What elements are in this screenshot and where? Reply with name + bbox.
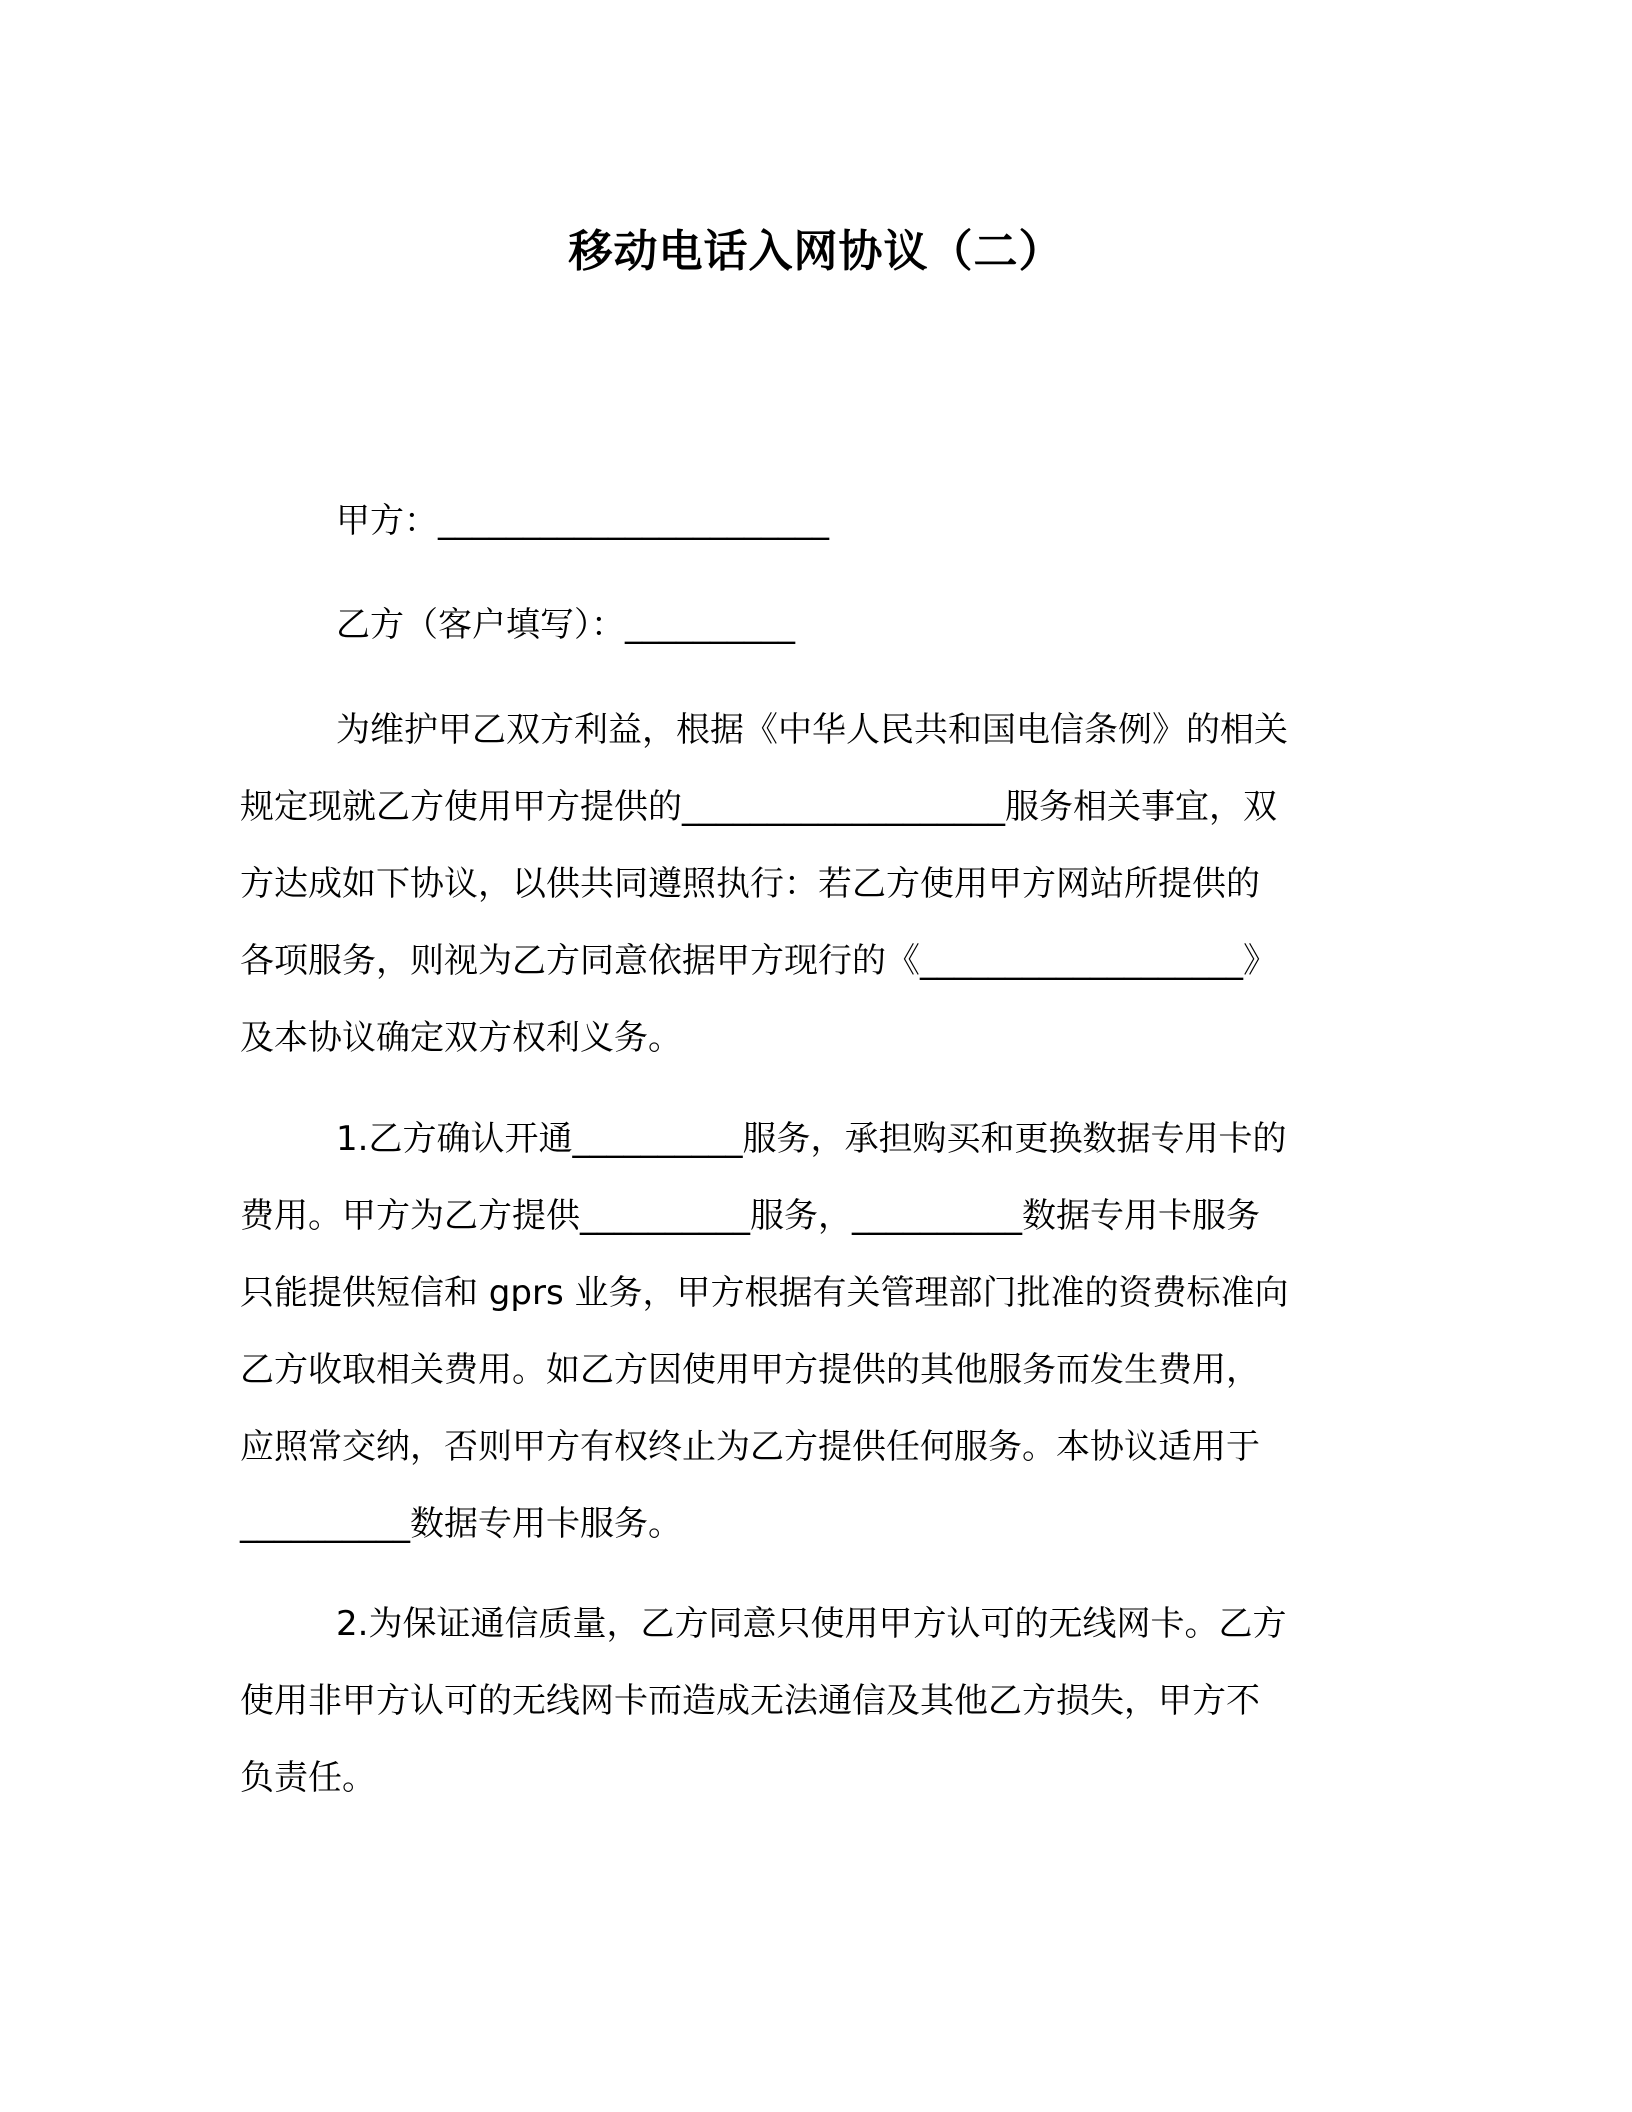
paragraph-line: 费用。甲方为乙方提供__________服务，__________数据专用卡服务 <box>240 1196 1260 1236</box>
paragraph-clause-2 <box>240 1586 1380 1817</box>
paragraph-line: 应照常交纳，否则甲方有权终止为乙方提供任何服务。本协议适用于 <box>240 1427 1260 1467</box>
paragraph-clause-1 <box>240 1101 1380 1563</box>
paragraph-line: __________数据专用卡服务。 <box>240 1504 682 1544</box>
party-b-field: 乙方（客户填写）：__________ <box>336 605 795 645</box>
paragraph-line: 负责任。 <box>240 1758 376 1798</box>
paragraph-line: 2.为保证通信质量，乙方同意只使用甲方认可的无线网卡。乙方 <box>336 1604 1287 1644</box>
paragraph-line: 各项服务，则视为乙方同意依据甲方现行的《___________________》 <box>240 941 1277 981</box>
party-a-field: 甲方：_______________________ <box>336 501 829 541</box>
paragraph-line: 乙方收取相关费用。如乙方因使用甲方提供的其他服务而发生费用， <box>240 1350 1260 1390</box>
paragraph-line: 规定现就乙方使用甲方提供的___________________服务相关事宜，双 <box>240 787 1277 827</box>
paragraph-line: 及本协议确定双方权利义务。 <box>240 1018 682 1058</box>
paragraph-line: 方达成如下协议，以供共同遵照执行：若乙方使用甲方网站所提供的 <box>240 864 1260 904</box>
document-title: 移动电话入网协议（二） <box>568 226 1064 277</box>
paragraph-line: 为维护甲乙双方利益，根据《中华人民共和国电信条例》的相关 <box>336 710 1288 750</box>
paragraph-line: 只能提供短信和 gprs 业务，甲方根据有关管理部门批准的资费标准向 <box>240 1273 1289 1313</box>
paragraph-line: 使用非甲方认可的无线网卡而造成无法通信及其他乙方损失，甲方不 <box>240 1681 1260 1721</box>
paragraph-line: 1.乙方确认开通__________服务，承担购买和更换数据专用卡的 <box>336 1119 1287 1159</box>
paragraph-intro <box>240 692 1380 1077</box>
